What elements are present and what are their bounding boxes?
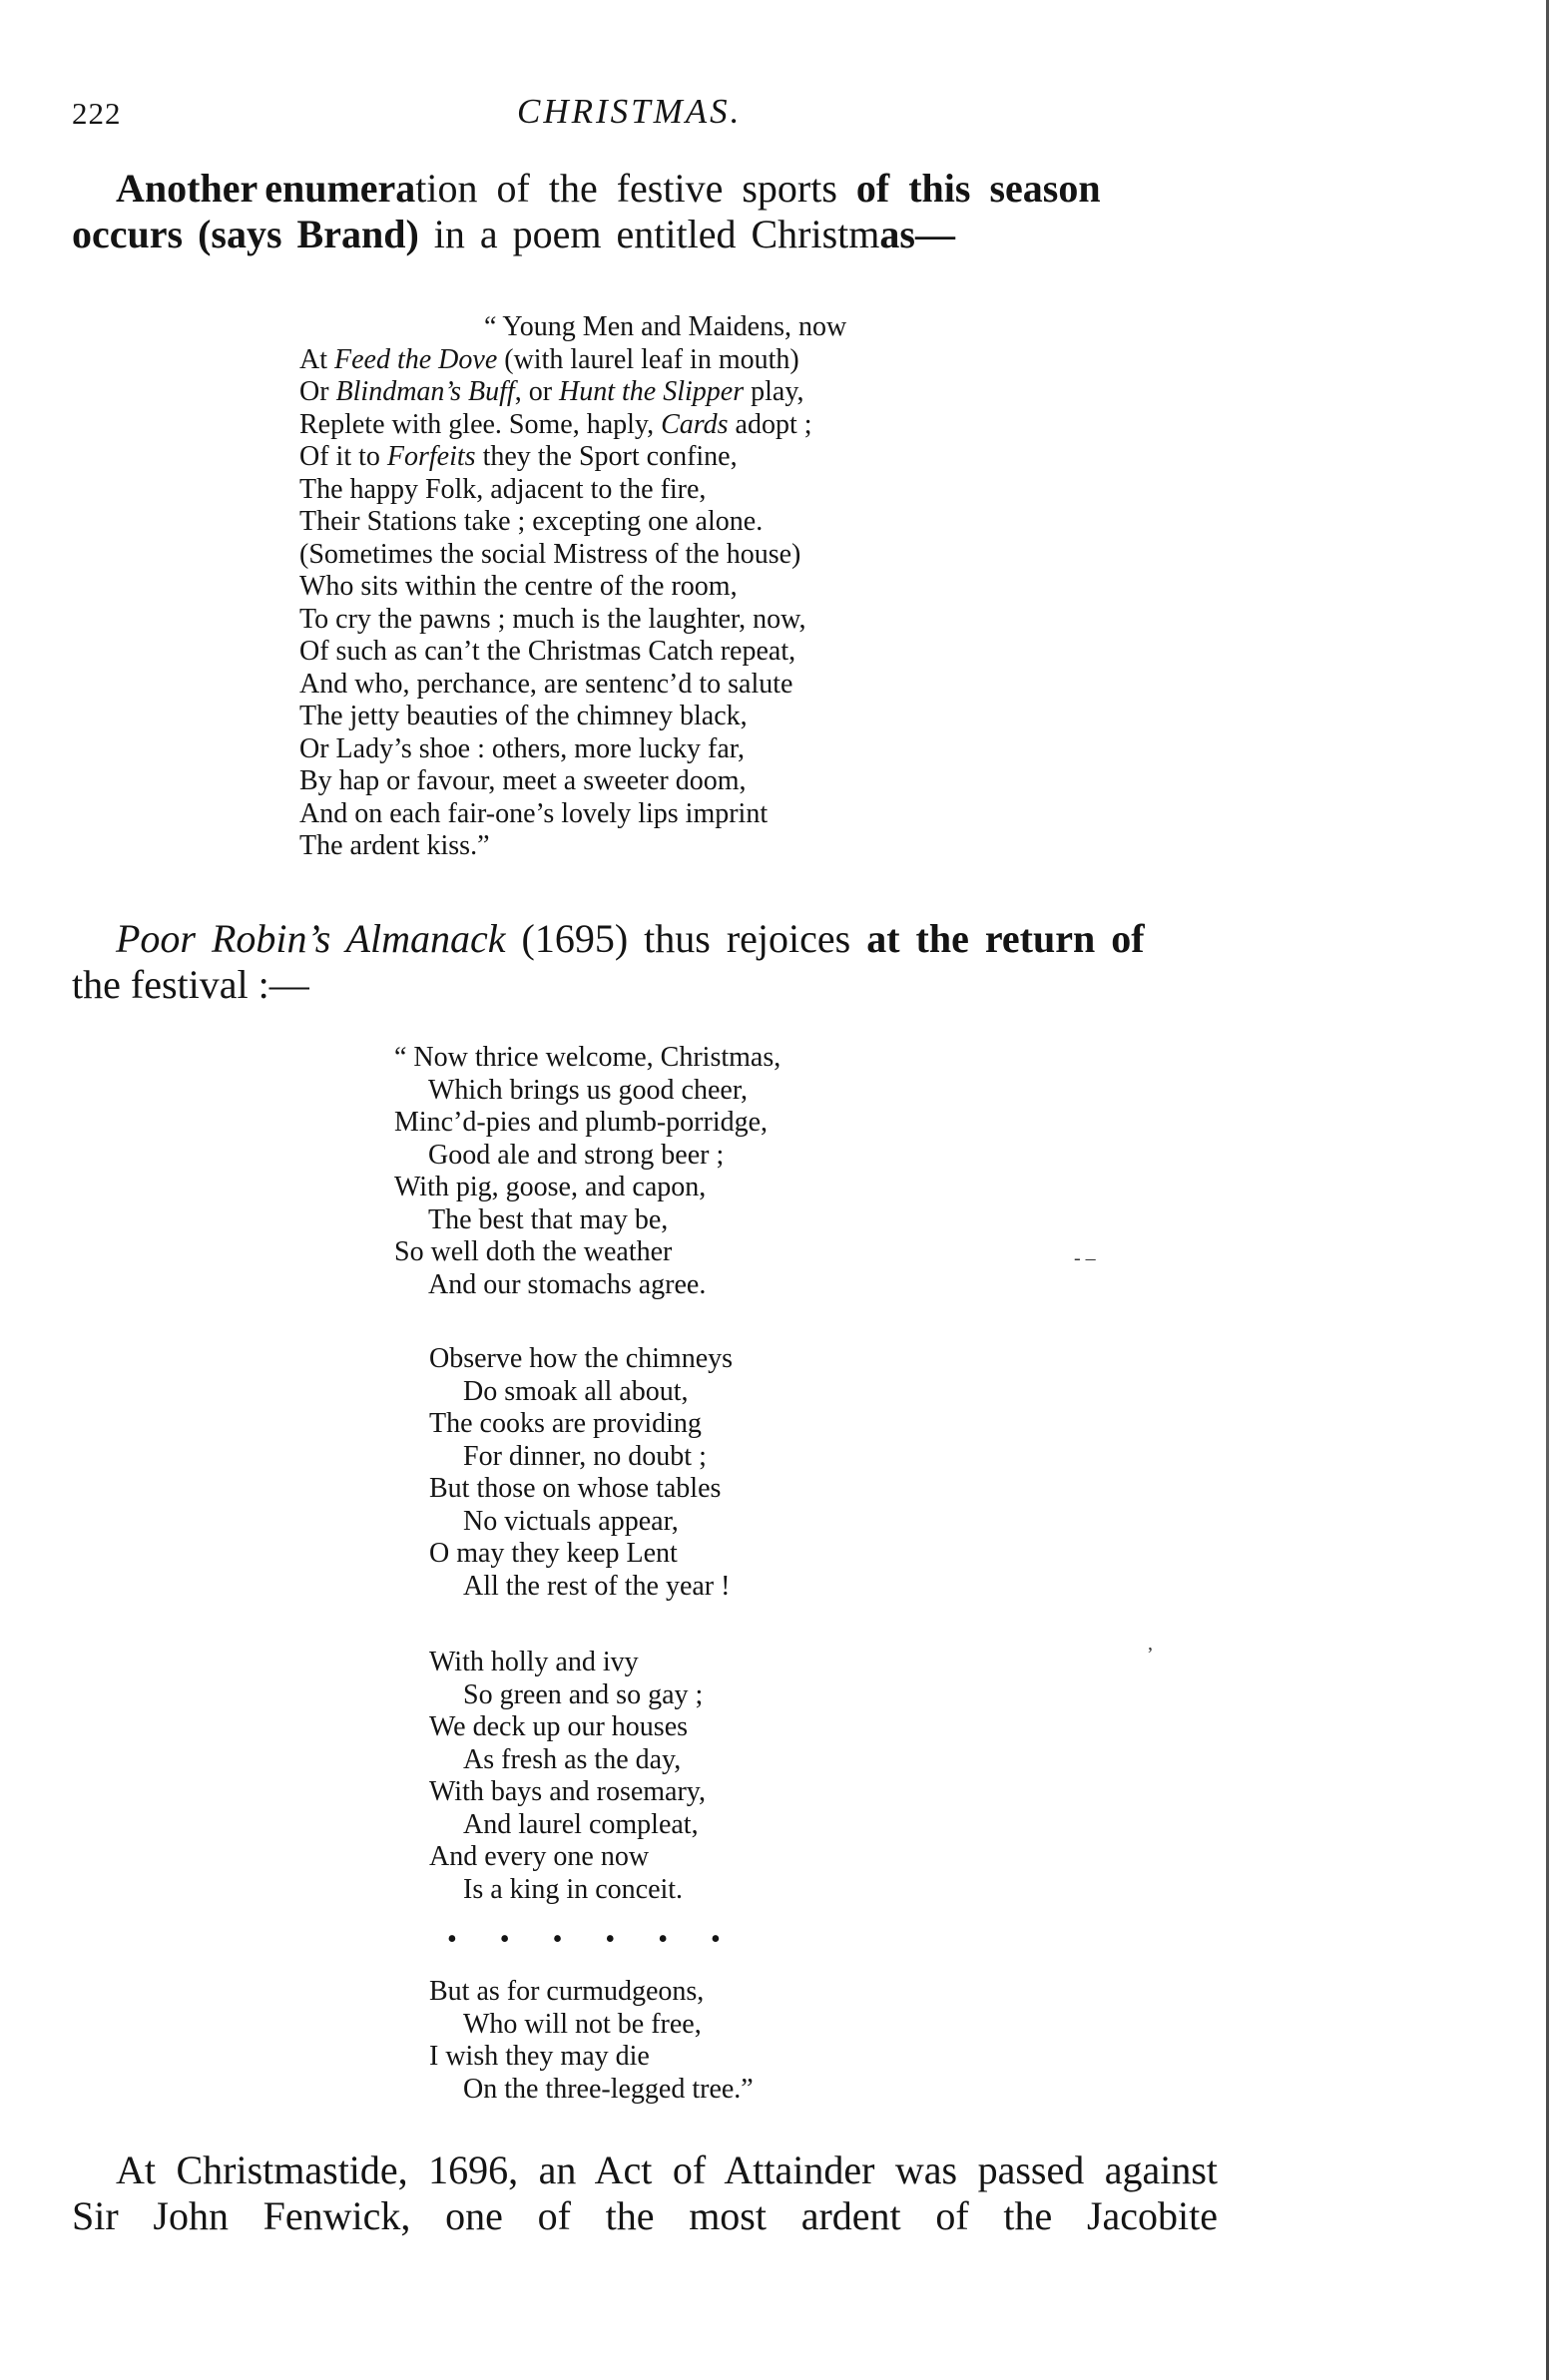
attainder-paragraph — [72, 2147, 1218, 2239]
verse-line: Observe how the chimneys — [429, 1343, 734, 1374]
scan-mark: ‐ ‒ — [1074, 1247, 1096, 1269]
verse-2-stanza-3 — [429, 1647, 706, 1906]
verse-line: Of it to Forfeits they the Sport confine, — [299, 441, 738, 472]
attainder-line-1: At Christmastide, 1696, an Act of Attainder was passed against — [116, 2147, 1218, 2192]
verse-line: So well doth the weather — [394, 1236, 673, 1267]
verse-line: With pig, goose, and capon, — [394, 1172, 707, 1202]
verse-line: And every one now — [429, 1841, 650, 1872]
verse-line: But those on whose tables — [429, 1473, 722, 1504]
verse-line: For dinner, no doubt ; — [463, 1440, 707, 1472]
verse-line: But as for curmudgeons, — [429, 1976, 705, 2007]
page-number: 222 — [72, 96, 122, 131]
verse-line: The ardent kiss.” — [299, 830, 490, 861]
almanack-line-1: Poor Robin’s Almanack (1695) thus rejoices at the return of — [116, 916, 1145, 961]
verse-line: Which brings us good cheer, — [428, 1074, 749, 1106]
running-head: CHRISTMAS. — [517, 92, 743, 131]
verse-line: I wish they may die — [429, 2041, 650, 2072]
scan-edge-line — [1546, 0, 1549, 2380]
verse-line: We deck up our houses — [429, 1711, 689, 1742]
verse-line: And who, perchance, are sentenc’d to salute — [299, 668, 793, 700]
verse-line: Or Blindman’s Buff, or Hunt the Slipper play, — [299, 376, 804, 407]
ellipsis-dots: • • • • • • — [447, 1924, 739, 1955]
verse-line: As fresh as the day, — [463, 1743, 682, 1775]
attainder-line-2: Sir John Fenwick, one of the most ardent of the Jacobite — [72, 2193, 1218, 2238]
verse-line: The cooks are providing — [429, 1408, 702, 1439]
verse-line: Do smoak all about, — [463, 1375, 689, 1407]
intro-line-1: Another enumeration of the festive sports of this season — [116, 166, 1101, 211]
verse-line: Who sits within the centre of the room, — [299, 571, 738, 602]
almanack-line-2: the festival :— — [72, 962, 309, 1007]
verse-line: With bays and rosemary, — [429, 1776, 706, 1807]
verse-line: “ Young Men and Maidens, now — [484, 311, 847, 342]
verse-line: O may they keep Lent — [429, 1538, 678, 1569]
verse-line: (Sometimes the social Mistress of the house) — [299, 538, 801, 570]
intro-paragraph — [72, 166, 1218, 257]
verse-line: Who will not be free, — [463, 2008, 702, 2040]
almanack-paragraph — [72, 916, 1218, 1008]
verse-line: At Feed the Dove (with laurel leaf in mouth) — [299, 343, 799, 375]
verse-line: Their Stations take ; excepting one alone. — [299, 506, 764, 537]
verse-line: To cry the pawns ; much is the laughter, now, — [299, 603, 806, 635]
verse-line: The happy Folk, adjacent to the fire, — [299, 473, 707, 505]
verse-line: And our stomachs agree. — [428, 1268, 707, 1300]
verse-line: Is a king in conceit. — [463, 1873, 684, 1905]
verse-line: Good ale and strong beer ; — [428, 1139, 725, 1171]
verse-line: On the three-legged tree.” — [463, 2073, 754, 2105]
scan-mark: , — [1148, 1633, 1153, 1655]
verse-line: The best that may be, — [428, 1203, 669, 1235]
verse-block-1 — [299, 311, 846, 863]
verse-2-stanza-2 — [429, 1343, 733, 1603]
verse-line: Replete with glee. Some, haply, Cards adopt ; — [299, 408, 812, 440]
verse-line: And laurel compleat, — [463, 1808, 699, 1840]
verse-line: “ Now thrice welcome, Christmas, — [394, 1042, 781, 1073]
verse-line: By hap or favour, meet a sweeter doom, — [299, 765, 747, 796]
verse-2-stanza-4 — [429, 1976, 754, 2106]
verse-line: Or Lady’s shoe : others, more lucky far, — [299, 732, 745, 764]
verse-line: With holly and ivy — [429, 1647, 639, 1677]
verse-line: And on each fair-one’s lovely lips imprint — [299, 797, 769, 829]
verse-line: So green and so gay ; — [463, 1678, 704, 1710]
intro-line-2: occurs (says Brand) in a poem entitled Christmas— — [72, 212, 955, 256]
verse-line: The jetty beauties of the chimney black, — [299, 701, 748, 731]
verse-line: All the rest of the year ! — [463, 1570, 731, 1602]
verse-2-stanza-1 — [394, 1042, 780, 1301]
verse-line: Minc’d-pies and plumb-porridge, — [394, 1107, 769, 1138]
verse-line: No victuals appear, — [463, 1505, 679, 1537]
verse-line: Of such as can’t the Christmas Catch repeat, — [299, 636, 796, 667]
